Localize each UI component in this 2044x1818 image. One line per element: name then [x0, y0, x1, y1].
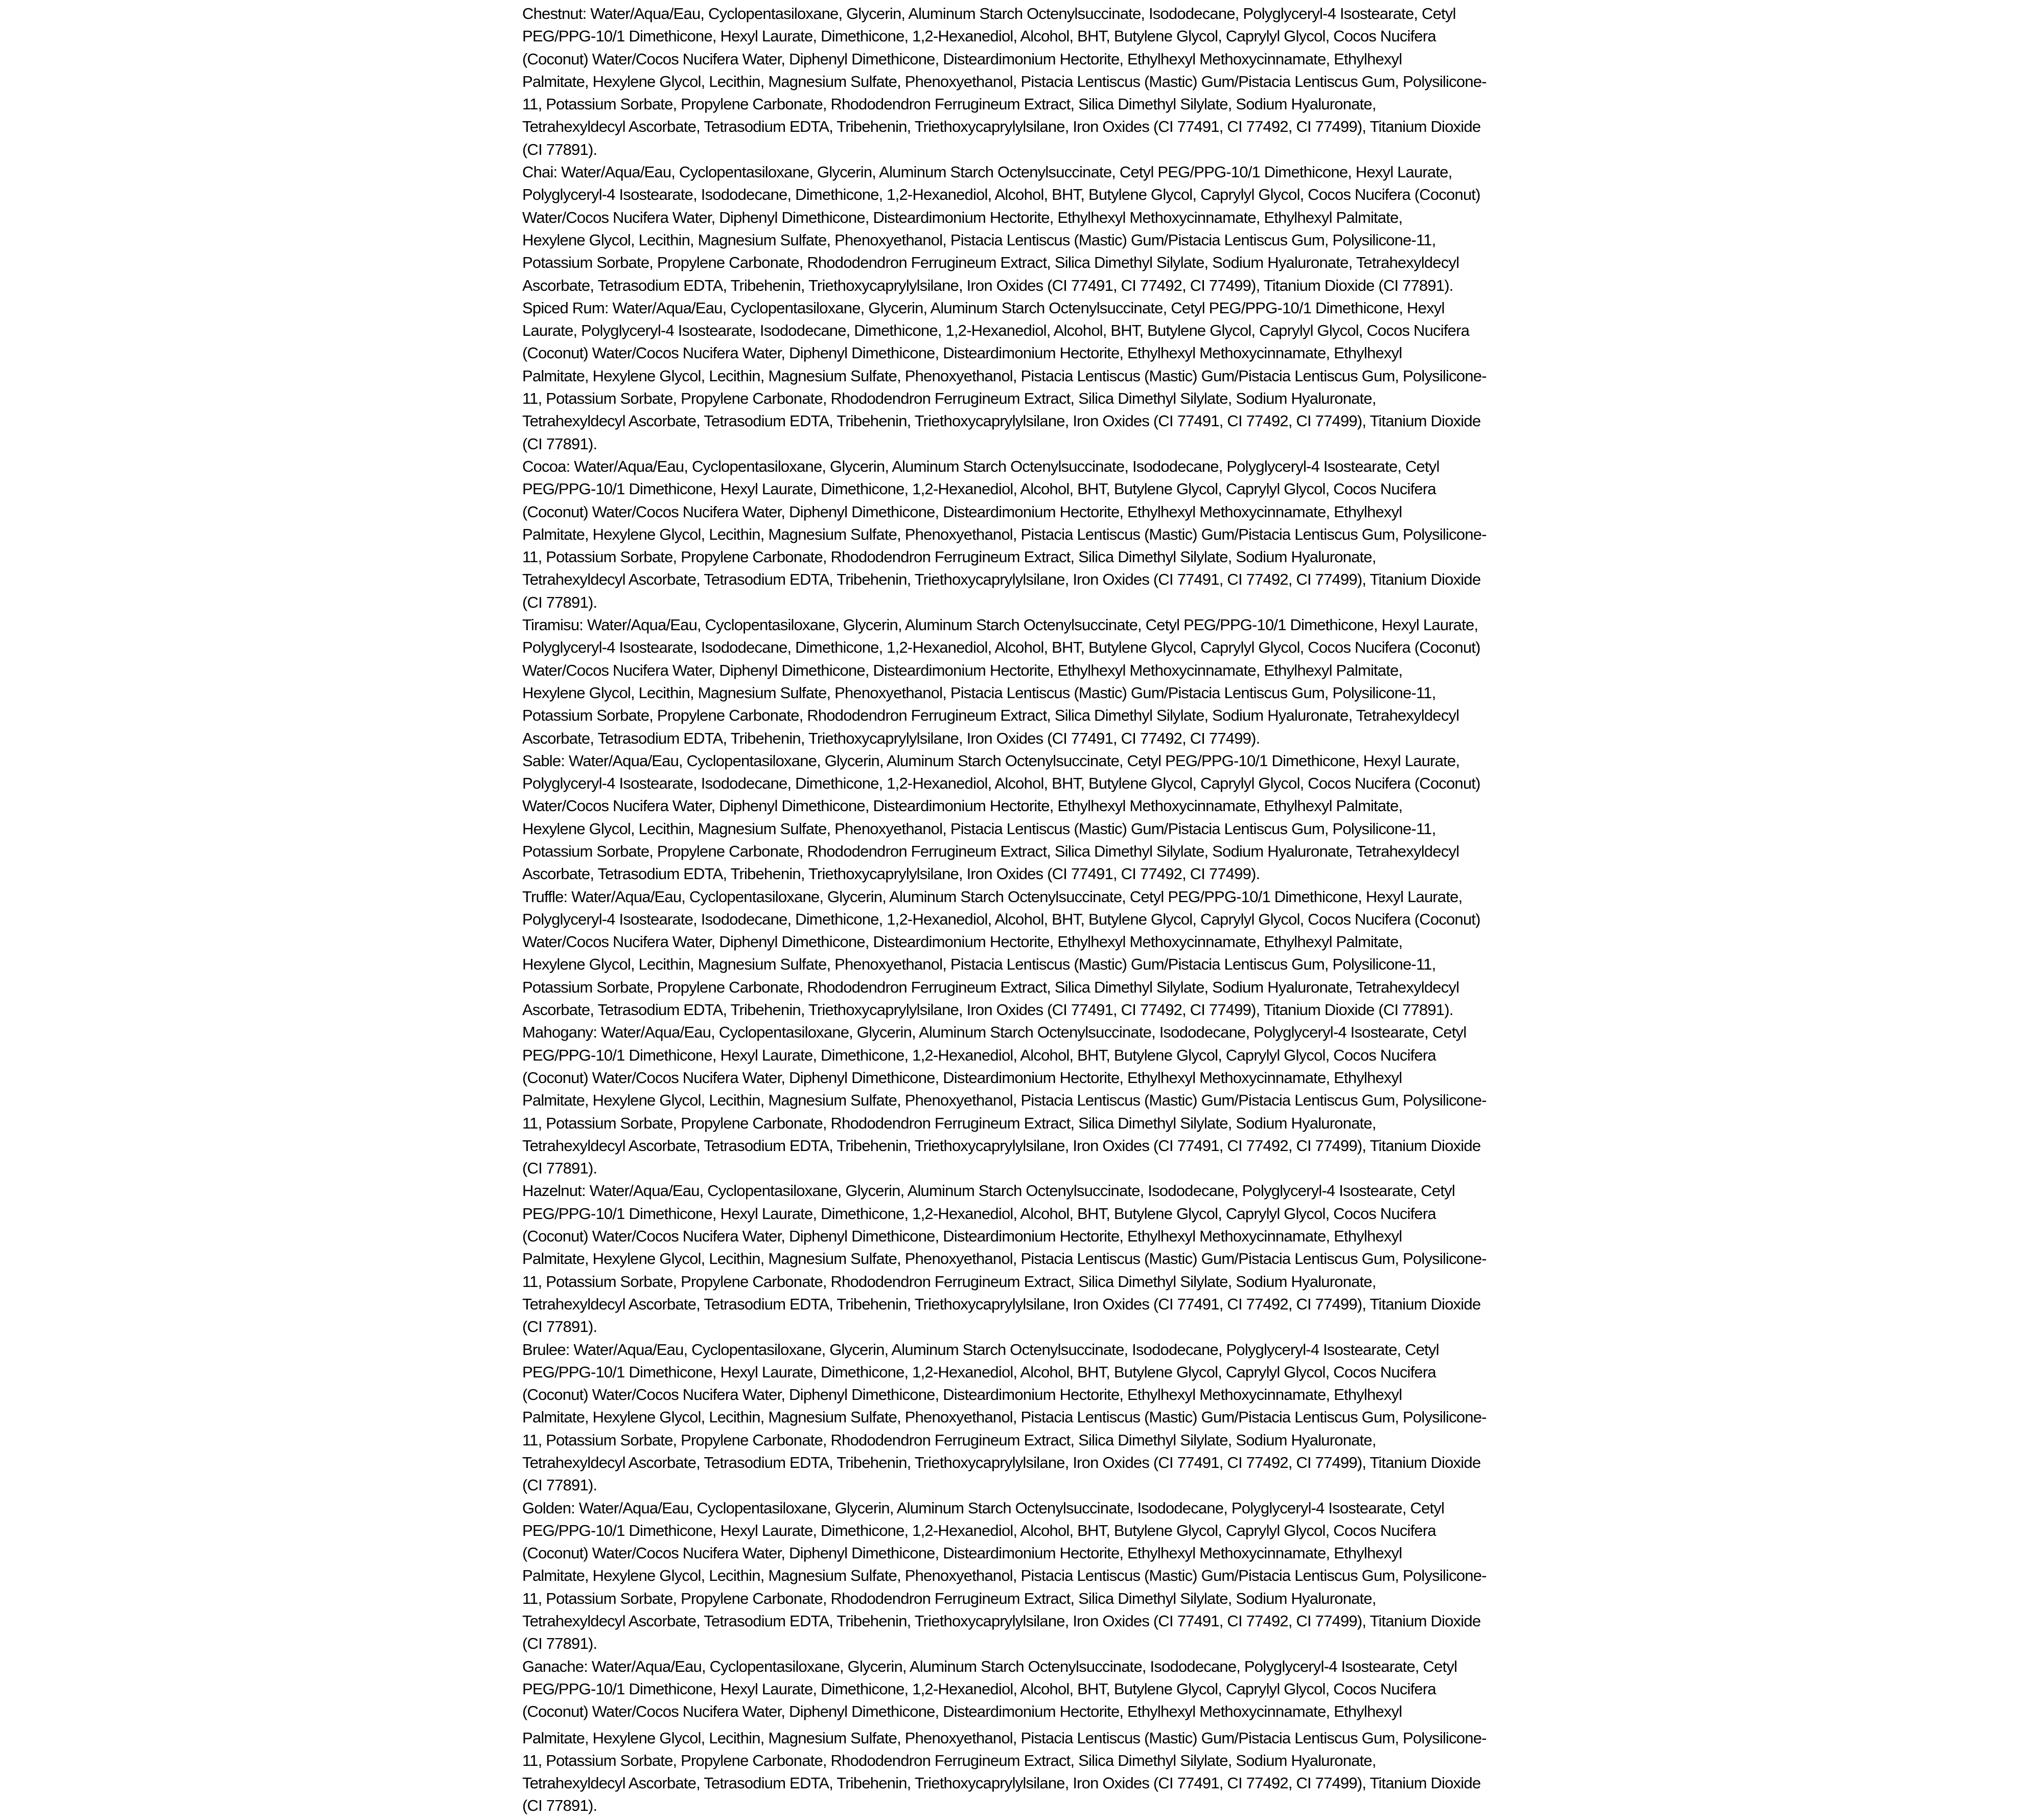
ingredient-paragraph-brulee: [522, 1339, 1519, 1497]
text-line: (Coconut) Water/Cocos Nucifera Water, Diphenyl Dimethicone, Disteardimonium Hectorite, Ethylhexyl Methoxycinnamate, Ethylhexyl: [522, 344, 1402, 362]
text-line: Palmitate, Hexylene Glycol, Lecithin, Magnesium Sulfate, Phenoxyethanol, Pistacia Lentiscus (Mastic) Gum/Pistacia Lentiscus Gum, Polysilicone-: [522, 72, 1486, 90]
text-line: Sable: Water/Aqua/Eau, Cyclopentasiloxane, Glycerin, Aluminum Starch Octenylsuccinate, Cetyl PEG/PPG-10/1 Dimethicone, Hexyl Laurate,: [522, 751, 1460, 770]
text-line: (Coconut) Water/Cocos Nucifera Water, Diphenyl Dimethicone, Disteardimonium Hectorite, Ethylhexyl Methoxycinnamate, Ethylhexyl: [522, 1386, 1402, 1404]
text-line: (Coconut) Water/Cocos Nucifera Water, Diphenyl Dimethicone, Disteardimonium Hectorite, Ethylhexyl Methoxycinnamate, Ethylhexyl: [522, 1702, 1402, 1721]
text-line: Palmitate, Hexylene Glycol, Lecithin, Magnesium Sulfate, Phenoxyethanol, Pistacia Lentiscus (Mastic) Gum/Pistacia Lentiscus Gum, Polysilicone-: [522, 1250, 1486, 1268]
text-line: Truffle: Water/Aqua/Eau, Cyclopentasiloxane, Glycerin, Aluminum Starch Octenylsuccinate, Cetyl PEG/PPG-10/1 Dimethicone, Hexyl Laurate,: [522, 887, 1462, 906]
text-line: Hexylene Glycol, Lecithin, Magnesium Sulfate, Phenoxyethanol, Pistacia Lentiscus (Mastic) Gum/Pistacia Lentiscus Gum, Polysilicone-11,: [522, 819, 1436, 838]
text-line: Hazelnut: Water/Aqua/Eau, Cyclopentasiloxane, Glycerin, Aluminum Starch Octenylsuccinate, Isododecane, Polyglyceryl-4 Isostearate, Cetyl: [522, 1182, 1455, 1200]
text-line: Ascorbate, Tetrasodium EDTA, Tribehenin, Triethoxycaprylylsilane, Iron Oxides (CI 77491, CI 77492, CI 77499), Titanium Dioxide (CI 77891).: [522, 276, 1453, 294]
text-line: PEG/PPG-10/1 Dimethicone, Hexyl Laurate, Dimethicone, 1,2-Hexanediol, Alcohol, BHT, Butylene Glycol, Caprylyl Glycol, Cocos Nucifera: [522, 1204, 1436, 1223]
text-line: (Coconut) Water/Cocos Nucifera Water, Diphenyl Dimethicone, Disteardimonium Hectorite, Ethylhexyl Methoxycinnamate, Ethylhexyl: [522, 50, 1402, 68]
text-line: (CI 77891).: [522, 1159, 597, 1178]
text-line: PEG/PPG-10/1 Dimethicone, Hexyl Laurate, Dimethicone, 1,2-Hexanediol, Alcohol, BHT, Butylene Glycol, Caprylyl Glycol, Cocos Nucifera: [522, 1521, 1436, 1539]
text-line: Water/Cocos Nucifera Water, Diphenyl Dimethicone, Disteardimonium Hectorite, Ethylhexyl Methoxycinnamate, Ethylhexyl Palmitate,: [522, 208, 1403, 226]
text-line: PEG/PPG-10/1 Dimethicone, Hexyl Laurate, Dimethicone, 1,2-Hexanediol, Alcohol, BHT, Butylene Glycol, Caprylyl Glycol, Cocos Nucifera: [522, 27, 1436, 45]
text-line: Water/Cocos Nucifera Water, Diphenyl Dimethicone, Disteardimonium Hectorite, Ethylhexyl Methoxycinnamate, Ethylhexyl Palmitate,: [522, 933, 1403, 951]
text-line: Palmitate, Hexylene Glycol, Lecithin, Magnesium Sulfate, Phenoxyethanol, Pistacia Lentiscus (Mastic) Gum/Pistacia Lentiscus Gum, Polysilicone-: [522, 525, 1486, 543]
text-line: Polyglyceryl-4 Isostearate, Isododecane, Dimethicone, 1,2-Hexanediol, Alcohol, BHT, Butylene Glycol, Caprylyl Glycol, Cocos Nucifera (Coconut): [522, 910, 1480, 928]
text-line: PEG/PPG-10/1 Dimethicone, Hexyl Laurate, Dimethicone, 1,2-Hexanediol, Alcohol, BHT, Butylene Glycol, Caprylyl Glycol, Cocos Nucifera: [522, 1679, 1436, 1698]
ingredient-paragraph-chestnut: [522, 3, 1519, 161]
text-line: Tetrahexyldecyl Ascorbate, Tetrasodium EDTA, Tribehenin, Triethoxycaprylylsilane, Iron Oxides (CI 77491, CI 77492, CI 77499), Titanium Dioxide: [522, 570, 1481, 589]
text-line: (Coconut) Water/Cocos Nucifera Water, Diphenyl Dimethicone, Disteardimonium Hectorite, Ethylhexyl Methoxycinnamate, Ethylhexyl: [522, 1544, 1402, 1562]
text-line: (CI 77891).: [522, 1797, 597, 1815]
text-line: Hexylene Glycol, Lecithin, Magnesium Sulfate, Phenoxyethanol, Pistacia Lentiscus (Mastic) Gum/Pistacia Lentiscus Gum, Polysilicone-11,: [522, 955, 1436, 974]
text-line: Tetrahexyldecyl Ascorbate, Tetrasodium EDTA, Tribehenin, Triethoxycaprylylsilane, Iron Oxides (CI 77491, CI 77492, CI 77499), Titanium Dioxide: [522, 118, 1481, 136]
text-line: 11, Potassium Sorbate, Propylene Carbonate, Rhododendron Ferrugineum Extract, Silica Dimethyl Silylate, Sodium Hyaluronate,: [522, 1589, 1376, 1607]
text-line: Palmitate, Hexylene Glycol, Lecithin, Magnesium Sulfate, Phenoxyethanol, Pistacia Lentiscus (Mastic) Gum/Pistacia Lentiscus Gum, Polysilicone-: [522, 1729, 1486, 1747]
text-line: Chestnut: Water/Aqua/Eau, Cyclopentasiloxane, Glycerin, Aluminum Starch Octenylsuccinate, Isododecane, Polyglyceryl-4 Isostearate, Cetyl: [522, 5, 1456, 22]
text-line: (CI 77891).: [522, 1635, 597, 1653]
ingredient-paragraph-hazelnut: [522, 1180, 1519, 1338]
text-line: (Coconut) Water/Cocos Nucifera Water, Diphenyl Dimethicone, Disteardimonium Hectorite, Ethylhexyl Methoxycinnamate, Ethylhexyl: [522, 1227, 1402, 1246]
text-line: Tiramisu: Water/Aqua/Eau, Cyclopentasiloxane, Glycerin, Aluminum Starch Octenylsuccinate, Cetyl PEG/PPG-10/1 Dimethicone, Hexyl Laurate,: [522, 616, 1478, 634]
text-line: 11, Potassium Sorbate, Propylene Carbonate, Rhododendron Ferrugineum Extract, Silica Dimethyl Silylate, Sodium Hyaluronate,: [522, 548, 1376, 566]
text-line: PEG/PPG-10/1 Dimethicone, Hexyl Laurate, Dimethicone, 1,2-Hexanediol, Alcohol, BHT, Butylene Glycol, Caprylyl Glycol, Cocos Nucifera: [522, 1363, 1436, 1381]
ingredient-paragraph-golden: [522, 1497, 1519, 1655]
text-line: (Coconut) Water/Cocos Nucifera Water, Diphenyl Dimethicone, Disteardimonium Hectorite, Ethylhexyl Methoxycinnamate, Ethylhexyl: [522, 1068, 1402, 1087]
text-line: Water/Cocos Nucifera Water, Diphenyl Dimethicone, Disteardimonium Hectorite, Ethylhexyl Methoxycinnamate, Ethylhexyl Palmitate,: [522, 797, 1403, 815]
text-line: Golden: Water/Aqua/Eau, Cyclopentasiloxane, Glycerin, Aluminum Starch Octenylsuccinate, Isododecane, Polyglyceryl-4 Isostearate, Cetyl: [522, 1499, 1445, 1517]
text-line: Polyglyceryl-4 Isostearate, Isododecane, Dimethicone, 1,2-Hexanediol, Alcohol, BHT, Butylene Glycol, Caprylyl Glycol, Cocos Nucifera (Coconut): [522, 774, 1480, 793]
ingredient-paragraph-spiced-rum: [522, 297, 1519, 455]
text-line: Tetrahexyldecyl Ascorbate, Tetrasodium EDTA, Tribehenin, Triethoxycaprylylsilane, Iron Oxides (CI 77491, CI 77492, CI 77499), Titanium Dioxide: [522, 1774, 1481, 1792]
text-line: Polyglyceryl-4 Isostearate, Isododecane, Dimethicone, 1,2-Hexanediol, Alcohol, BHT, Butylene Glycol, Caprylyl Glycol, Cocos Nucifera (Coconut): [522, 186, 1480, 204]
text-line: Hexylene Glycol, Lecithin, Magnesium Sulfate, Phenoxyethanol, Pistacia Lentiscus (Mastic) Gum/Pistacia Lentiscus Gum, Polysilicone-11,: [522, 683, 1436, 702]
text-line: Potassium Sorbate, Propylene Carbonate, Rhododendron Ferrugineum Extract, Silica Dimethyl Silylate, Sodium Hyaluronate, Tetrahexyldecyl: [522, 842, 1459, 860]
text-line: Brulee: Water/Aqua/Eau, Cyclopentasiloxane, Glycerin, Aluminum Starch Octenylsuccinate, Isododecane, Polyglyceryl-4 Isostearate, Cetyl: [522, 1340, 1439, 1359]
text-line: Mahogany: Water/Aqua/Eau, Cyclopentasiloxane, Glycerin, Aluminum Starch Octenylsuccinate, Isododecane, Polyglyceryl-4 Isostearate, Cetyl: [522, 1023, 1467, 1042]
text-line: Spiced Rum: Water/Aqua/Eau, Cyclopentasiloxane, Glycerin, Aluminum Starch Octenylsuccinate, Cetyl PEG/PPG-10/1 Dimethicone, Hexyl: [522, 298, 1445, 317]
text-line: Laurate, Polyglyceryl-4 Isostearate, Isododecane, Dimethicone, 1,2-Hexanediol, Alcohol, BHT, Butylene Glycol, Caprylyl Glycol, Cocos Nucifera: [522, 321, 1470, 340]
ingredient-paragraph-tiramisu: [522, 614, 1519, 750]
text-line: (CI 77891).: [522, 1318, 597, 1336]
text-line: Tetrahexyldecyl Ascorbate, Tetrasodium EDTA, Tribehenin, Triethoxycaprylylsilane, Iron Oxides (CI 77491, CI 77492, CI 77499), Titanium Dioxide: [522, 1295, 1481, 1313]
text-line: (CI 77891).: [522, 1476, 597, 1494]
text-line: Ascorbate, Tetrasodium EDTA, Tribehenin, Triethoxycaprylylsilane, Iron Oxides (CI 77491, CI 77492, CI 77499).: [522, 729, 1260, 747]
text-line: 11, Potassium Sorbate, Propylene Carbonate, Rhododendron Ferrugineum Extract, Silica Dimethyl Silylate, Sodium Hyaluronate,: [522, 1751, 1376, 1769]
text-line: Tetrahexyldecyl Ascorbate, Tetrasodium EDTA, Tribehenin, Triethoxycaprylylsilane, Iron Oxides (CI 77491, CI 77492, CI 77499), Titanium Dioxide: [522, 1454, 1481, 1471]
ingredient-paragraph-truffle: [522, 886, 1519, 1022]
text-line: (CI 77891).: [522, 140, 597, 158]
text-line: Palmitate, Hexylene Glycol, Lecithin, Magnesium Sulfate, Phenoxyethanol, Pistacia Lentiscus (Mastic) Gum/Pistacia Lentiscus Gum, Polysilicone-: [522, 366, 1486, 385]
text-line: Potassium Sorbate, Propylene Carbonate, Rhododendron Ferrugineum Extract, Silica Dimethyl Silylate, Sodium Hyaluronate, Tetrahexyldecyl: [522, 254, 1459, 272]
text-line: Tetrahexyldecyl Ascorbate, Tetrasodium EDTA, Tribehenin, Triethoxycaprylylsilane, Iron Oxides (CI 77491, CI 77492, CI 77499), Titanium Dioxide: [522, 1136, 1481, 1155]
ingredient-paragraph-sable: [522, 750, 1519, 886]
text-line: PEG/PPG-10/1 Dimethicone, Hexyl Laurate, Dimethicone, 1,2-Hexanediol, Alcohol, BHT, Butylene Glycol, Caprylyl Glycol, Cocos Nucifera: [522, 480, 1436, 498]
text-line: Palmitate, Hexylene Glycol, Lecithin, Magnesium Sulfate, Phenoxyethanol, Pistacia Lentiscus (Mastic) Gum/Pistacia Lentiscus Gum, Polysilicone-: [522, 1567, 1486, 1585]
text-line: 11, Potassium Sorbate, Propylene Carbonate, Rhododendron Ferrugineum Extract, Silica Dimethyl Silylate, Sodium Hyaluronate,: [522, 1431, 1376, 1449]
ingredient-paragraph-chai: [522, 161, 1519, 297]
text-line: PEG/PPG-10/1 Dimethicone, Hexyl Laurate, Dimethicone, 1,2-Hexanediol, Alcohol, BHT, Butylene Glycol, Caprylyl Glycol, Cocos Nucifera: [522, 1046, 1436, 1064]
text-line: Potassium Sorbate, Propylene Carbonate, Rhododendron Ferrugineum Extract, Silica Dimethyl Silylate, Sodium Hyaluronate, Tetrahexyldecyl: [522, 978, 1459, 996]
text-line: 11, Potassium Sorbate, Propylene Carbonate, Rhododendron Ferrugineum Extract, Silica Dimethyl Silylate, Sodium Hyaluronate,: [522, 1272, 1376, 1291]
ingredient-paragraph-cocoa: [522, 455, 1519, 614]
text-line: Tetrahexyldecyl Ascorbate, Tetrasodium EDTA, Tribehenin, Triethoxycaprylylsilane, Iron Oxides (CI 77491, CI 77492, CI 77499), Titanium Dioxide: [522, 412, 1481, 430]
text-line: (Coconut) Water/Cocos Nucifera Water, Diphenyl Dimethicone, Disteardimonium Hectorite, Ethylhexyl Methoxycinnamate, Ethylhexyl: [522, 502, 1402, 521]
text-line: Cocoa: Water/Aqua/Eau, Cyclopentasiloxane, Glycerin, Aluminum Starch Octenylsuccinate, Isododecane, Polyglyceryl-4 Isostearate, Cetyl: [522, 457, 1439, 475]
text-line: 11, Potassium Sorbate, Propylene Carbonate, Rhododendron Ferrugineum Extract, Silica Dimethyl Silylate, Sodium Hyaluronate,: [522, 95, 1376, 113]
text-line: 11, Potassium Sorbate, Propylene Carbonate, Rhododendron Ferrugineum Extract, Silica Dimethyl Silylate, Sodium Hyaluronate,: [522, 1114, 1376, 1132]
text-line: Ganache: Water/Aqua/Eau, Cyclopentasiloxane, Glycerin, Aluminum Starch Octenylsuccinate, Isododecane, Polyglyceryl-4 Isostearate, Cetyl: [522, 1657, 1457, 1675]
text-line: Ascorbate, Tetrasodium EDTA, Tribehenin, Triethoxycaprylylsilane, Iron Oxides (CI 77491, CI 77492, CI 77499).: [522, 865, 1260, 883]
ingredient-paragraph-mahogany: [522, 1021, 1519, 1180]
text-line: (CI 77891).: [522, 593, 597, 611]
text-line: Chai: Water/Aqua/Eau, Cyclopentasiloxane, Glycerin, Aluminum Starch Octenylsuccinate, Cetyl PEG/PPG-10/1 Dimethicone, Hexyl Laurate,: [522, 163, 1452, 181]
ingredient-paragraph-ganache: [522, 1655, 1519, 1817]
text-line: 11, Potassium Sorbate, Propylene Carbonate, Rhododendron Ferrugineum Extract, Silica Dimethyl Silylate, Sodium Hyaluronate,: [522, 389, 1376, 408]
text-line: Hexylene Glycol, Lecithin, Magnesium Sulfate, Phenoxyethanol, Pistacia Lentiscus (Mastic) Gum/Pistacia Lentiscus Gum, Polysilicone-11,: [522, 231, 1436, 249]
text-line: Tetrahexyldecyl Ascorbate, Tetrasodium EDTA, Tribehenin, Triethoxycaprylylsilane, Iron Oxides (CI 77491, CI 77492, CI 77499), Titanium Dioxide: [522, 1612, 1481, 1630]
text-line: Ascorbate, Tetrasodium EDTA, Tribehenin, Triethoxycaprylylsilane, Iron Oxides (CI 77491, CI 77492, CI 77499), Titanium Dioxide (CI 77891).: [522, 1001, 1453, 1019]
text-line: Polyglyceryl-4 Isostearate, Isododecane, Dimethicone, 1,2-Hexanediol, Alcohol, BHT, Butylene Glycol, Caprylyl Glycol, Cocos Nucifera (Coconut): [522, 638, 1480, 657]
text-line: Water/Cocos Nucifera Water, Diphenyl Dimethicone, Disteardimonium Hectorite, Ethylhexyl Methoxycinnamate, Ethylhexyl Palmitate,: [522, 661, 1403, 679]
text-line: Palmitate, Hexylene Glycol, Lecithin, Magnesium Sulfate, Phenoxyethanol, Pistacia Lentiscus (Mastic) Gum/Pistacia Lentiscus Gum, Polysilicone-: [522, 1408, 1486, 1426]
text-line: Palmitate, Hexylene Glycol, Lecithin, Magnesium Sulfate, Phenoxyethanol, Pistacia Lentiscus (Mastic) Gum/Pistacia Lentiscus Gum, Polysilicone-: [522, 1091, 1486, 1110]
text-line: (CI 77891).: [522, 434, 597, 453]
ingredients-text-column: [522, 3, 1519, 1817]
text-line: Potassium Sorbate, Propylene Carbonate, Rhododendron Ferrugineum Extract, Silica Dimethyl Silylate, Sodium Hyaluronate, Tetrahexyldecyl: [522, 706, 1459, 725]
